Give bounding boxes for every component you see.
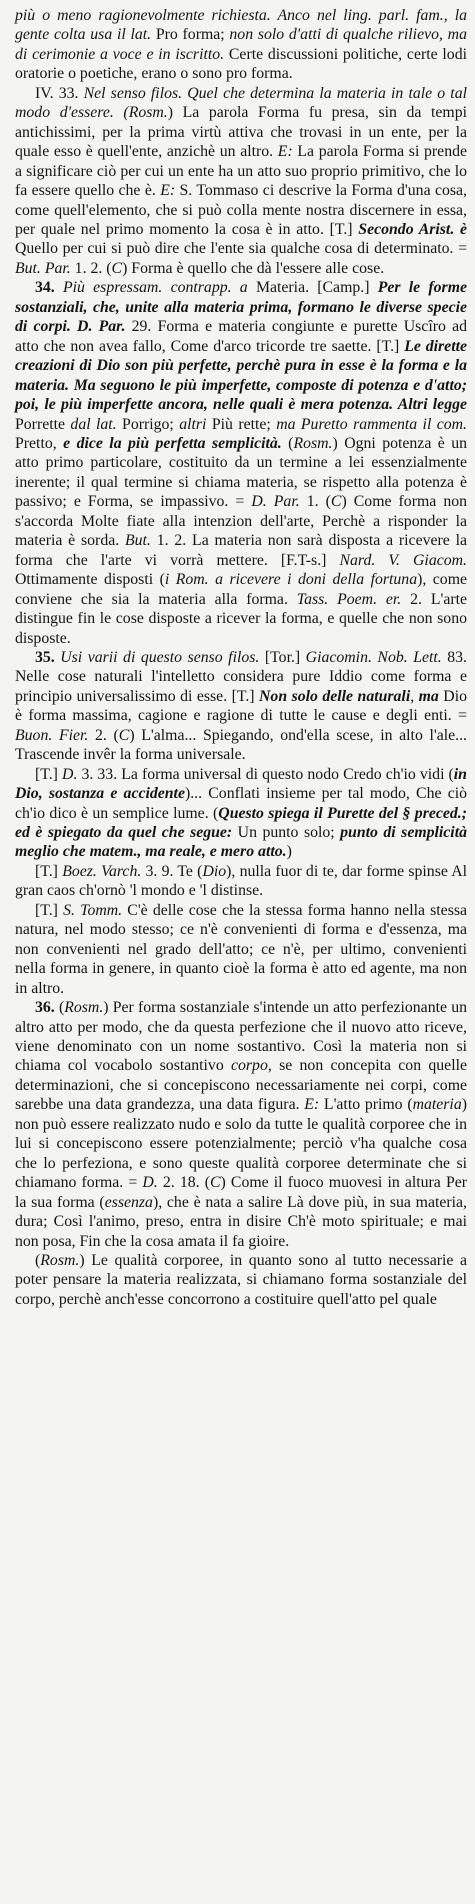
sense-36-paragraph: 36. (Rosm.) Per forma sostanziale s'intende un atto perfezionante un altro atto per modo, che da questa perfezione che il nuovo atto riceve, viene denominato con un nome sostantivo. Così la materia non si chiama col vocabolo sostantivo corpo, se non concepita con quelle determinazioni, che si concepiscono necessariamente nei corpi, come sarebbe una data grandezza, una data figura. E: L'atto primo (materia) non può essere realizzato nudo e solo da tutte le qualità corporee che in lui si concepiscono essere potenzialmente; perciò v'ha qualche cosa che lo perfeziona, e sono queste qualità corporee determinate che si chiamano forma. = D. 2. 18. (C) Come il fuoco muovesi in altura Per la sua forma (essenza), che è nata a salire Là dove più, in sua materia, dura; Così l'animo, preso, entra in disire Ch'è moto spirituale; e mai non posa, Fin che la cosa amata il fa gioire. xyxy=(15,999,468,1250)
sense-35-quote-boezio: [T.] Boez. Varch. 3. 9. Te (Dio), nulla fuor di te, dar forme spinse Al gran caos ch'ornò 'l mondo e 'l distinse. xyxy=(15,862,468,900)
sense-35-quote-dante: [T.] D. 3. 33. La forma universal di questo nodo Credo ch'io vidi (in Dio, sostanza e accidente)... Conflati insieme per tal modo, Che ciò ch'io dico è un semplice lume. (Questo spiega il Purette del § preced.; ed è spiegato da quel che segue: Un punto solo; punto di semplicità meglio che matem., ma reale, e mero atto.) xyxy=(15,765,467,861)
sense-33-paragraph: IV. 33. Nel senso filos. Quel che determina la materia in tale o tal modo d'essere. (Rosm.) La parola Forma fu presa, sin da tempi antichissimi, per la prima virtù attiva che trovasi in un ente, per la quale esso è quell'ente, anzichè un altro. E: La parola Forma si prende a significare ciò per cui un ente ha un atto suo proprio primitivo, che lo fa essere quello che è. E: S. Tommaso ci descrive la Forma d'una cosa, come quell'elemento, che si può colla mente nostra discernere in essa, per quale nel primo momento la cosa è in atto. [T.] Secondo Arist. è Quello per cui si può dire che l'ente sia qualche cosa di determinato. = But. Par. 1. 2. (C) Forma è quello che dà l'essere alle cose. xyxy=(15,84,468,277)
sense-number: 35. xyxy=(35,648,55,666)
sense-34-paragraph: 34. Più espressam. contrapp. a Materia. [Camp.] Per le forme sostanziali, che, unite alla materia prima, formano le diverse specie di corpi. D. Par. 29. Forma e materia congiunte e purette Uscîro ad atto che non avea fallo, Come d'arco tricorde tre saette. [T.] Le dirette creazioni di Dio son più perfette, perchè pura in esse è la forma e la materia. Ma seguono le più imperfette, composte di potenza e d'atto; poi, le più imperfette ancora, nelle quali è mera potenza. Altri legge Porrette dal lat. Porrigo; altri Più rette; ma Puretto rammenta il com. Pretto, e dice la più perfetta semplicità. (Rosm.) Ogni potenza è un atto primo particolare, costituito da un termine a lei essenzialmente inerente; il qual termine si chiama materia, se rispetto alla potenza è passivo; e Forma, se impassivo. = D. Par. 1. (C) Come forma non s'accorda Molte fiate alla intenzion dell'arte, Perchè a risponder la materia è sorda. But. 1. 2. La materia non sarà disposta a ricevere la forma che l'arte vi vorrà mettere. [F.T-s.] Nard. V. Giacom. Ottimamente disposti (i Rom. a ricevere i doni della fortuna), come conviene che sia la materia alla forma. Tass. Poem. er. 2. L'arte distingue fin le cose disposte a ricever la forma, e quelle che non sono disposte. xyxy=(15,279,468,647)
sense-35-quote-tommaso: [T.] S. Tomm. C'è delle cose che la stessa forma hanno nella stessa natura, nel modo stesso; ce n'è convenienti di forma e d'essenza, ma non convenienti nel grado dell'atto; ce n'è, per ultimo, convenienti nella forma in genere, in quanto cioè la forma è atto ed agente, ma non in altro. xyxy=(15,901,467,997)
sense-number: 36. xyxy=(35,999,55,1017)
sense-number: IV. 33. xyxy=(35,84,79,102)
sense-number: 34. xyxy=(35,279,55,297)
sense-35-paragraph: 35. Usi varii di questo senso filos. [Tor.] Giacomin. Nob. Lett. 83. Nelle cose naturali l'intelletto considera pure Iddio come forma e principio universalissimo di esse. [T.] Non solo delle naturali, ma Dio è forma massima, cagione e ragione di tutte le cause e degli enti. = Buon. Fier. 2. (C) L'alma... Spiegando, ond'ella scese, in alto l'ale... Trascende invêr la forma universale. xyxy=(15,648,467,764)
sense-36-continuation: (Rosm.) Le qualità corporee, in quanto sono al tutto necessarie a poter pensare la materia realizzata, si chiamano forma sostanziale del corpo, perchè anch'esse concorrono a costituire quell'atto pel quale xyxy=(15,1252,467,1308)
intro-paragraph: più o meno ragionevolmente richiesta. Anco nel ling. parl. fam., la gente colta usa il lat. Pro forma; non solo d'atti di qualche rilievo, ma di cerimonie a voce e in iscritto. Certe discussioni politiche, certe lodi oratorie o poetiche, erano o sono pro forma. xyxy=(15,7,467,83)
